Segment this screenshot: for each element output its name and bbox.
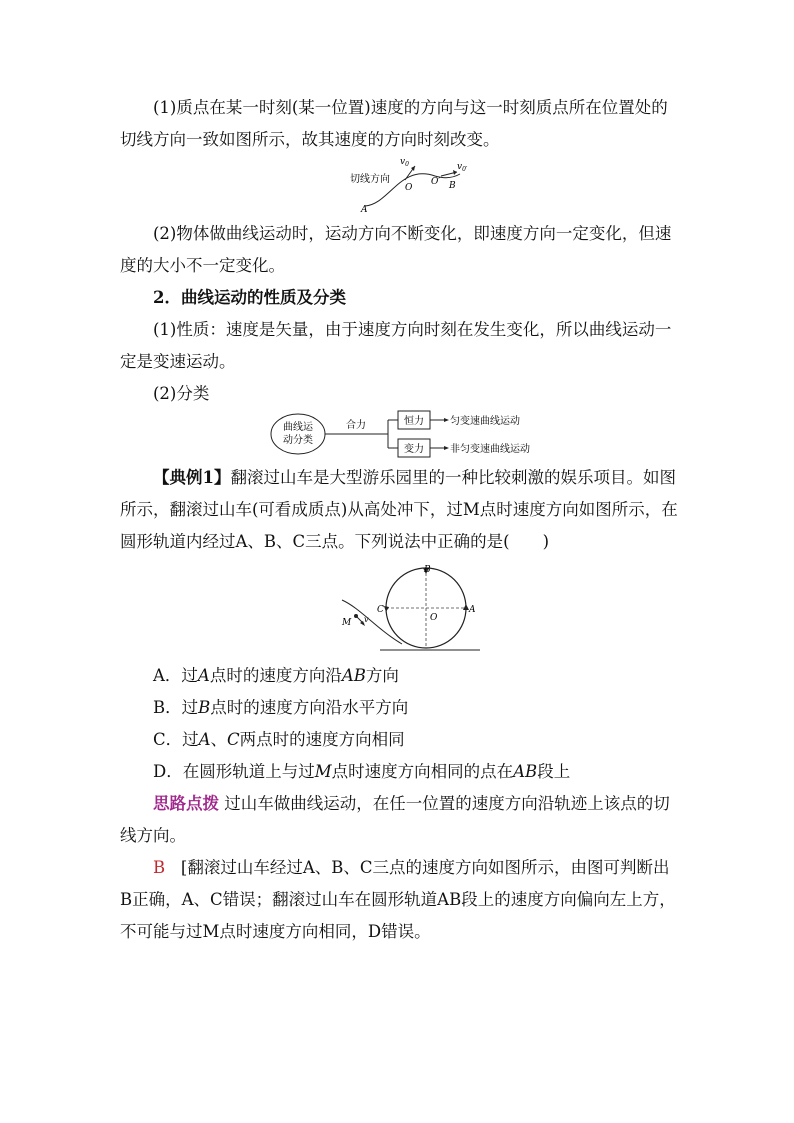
velocity-v: v	[364, 615, 369, 624]
v0-label: $v_0$	[400, 157, 409, 168]
option-b: B．过B点时的速度方向沿水平方向	[153, 698, 409, 717]
point-B: B	[449, 181, 456, 191]
point-O: O	[430, 613, 438, 623]
output-nonuniform: 非匀变速曲线运动	[450, 444, 530, 455]
example-paragraph	[120, 462, 680, 558]
hint-text: 过山车做曲线运动，在任一位置的速度方向沿轨迹上该点的切线方向。	[120, 794, 670, 845]
root-line2: 动分类	[283, 435, 313, 446]
paragraph-tangent: (1)质点在某一时刻(某一位置)速度的方向与这一时刻质点所在位置处的切线方向一致如图所示，故其速度的方向时刻改变。	[120, 98, 668, 149]
example-text: 翻滚过山车是大型游乐园里的一种比较刺激的娱乐项目。如图所示，翻滚过山车(可看成质点)从高处冲下，过M点时速度方向如图所示，在圆形轨道内经过A、B、C三点。下列说法中正确的是( )	[120, 468, 678, 551]
section-heading: 2．曲线运动的性质及分类	[153, 288, 346, 307]
point-O: O	[405, 183, 413, 193]
point-O-prime: O′	[431, 177, 441, 187]
output-uniform: 匀变速曲线运动	[450, 416, 520, 427]
v0p-label: $v_{0'}$	[457, 162, 468, 173]
answer-letter: B	[153, 858, 166, 877]
root-ellipse	[271, 414, 325, 454]
point-M: M	[342, 618, 352, 628]
point-C: C	[377, 605, 384, 615]
edge-label: 合力	[346, 420, 366, 431]
tangent-label: 切线方向	[350, 174, 390, 185]
classification-diagram	[268, 408, 558, 460]
loop-track-figure	[340, 560, 485, 658]
root-line1: 曲线运	[283, 422, 313, 433]
svg-text:恒力: 恒力	[404, 416, 424, 427]
point-B: B	[424, 565, 431, 575]
answer-text: [翻滚过山车经过A、B、C三点的速度方向如图所示，由图可判断出B正确，A、C错误；翻滚过山车在圆形轨道AB段上的速度方向偏向左上方，不可能与过M点时速度方向相同，D错误。	[120, 858, 676, 941]
point-A: A	[469, 605, 476, 615]
option-d: D．在圆形轨道上与过M点时速度方向相同的点在AB段上	[153, 762, 571, 781]
paragraph-speed: (2)物体做曲线运动时，运动方向不断变化，即速度方向一定变化，但速度的大小不一定变化。	[120, 224, 672, 275]
svg-text:变力: 变力	[404, 444, 424, 455]
answer-paragraph	[120, 852, 680, 948]
paragraph-classification: (2)分类	[153, 384, 210, 403]
tangent-figure	[345, 154, 475, 214]
option-c: C．过A、C两点时的速度方向相同	[153, 730, 405, 749]
point-A: A	[361, 205, 368, 214]
option-a: A．过A点时的速度方向沿AB方向	[153, 666, 399, 685]
hint-label: 思路点拨	[153, 794, 219, 813]
example-label: 【典例1】	[153, 468, 231, 487]
paragraph-nature: (1)性质：速度是矢量，由于速度方向时刻在发生变化，所以曲线运动一定是变速运动。	[120, 320, 672, 371]
hint-paragraph	[120, 788, 680, 852]
